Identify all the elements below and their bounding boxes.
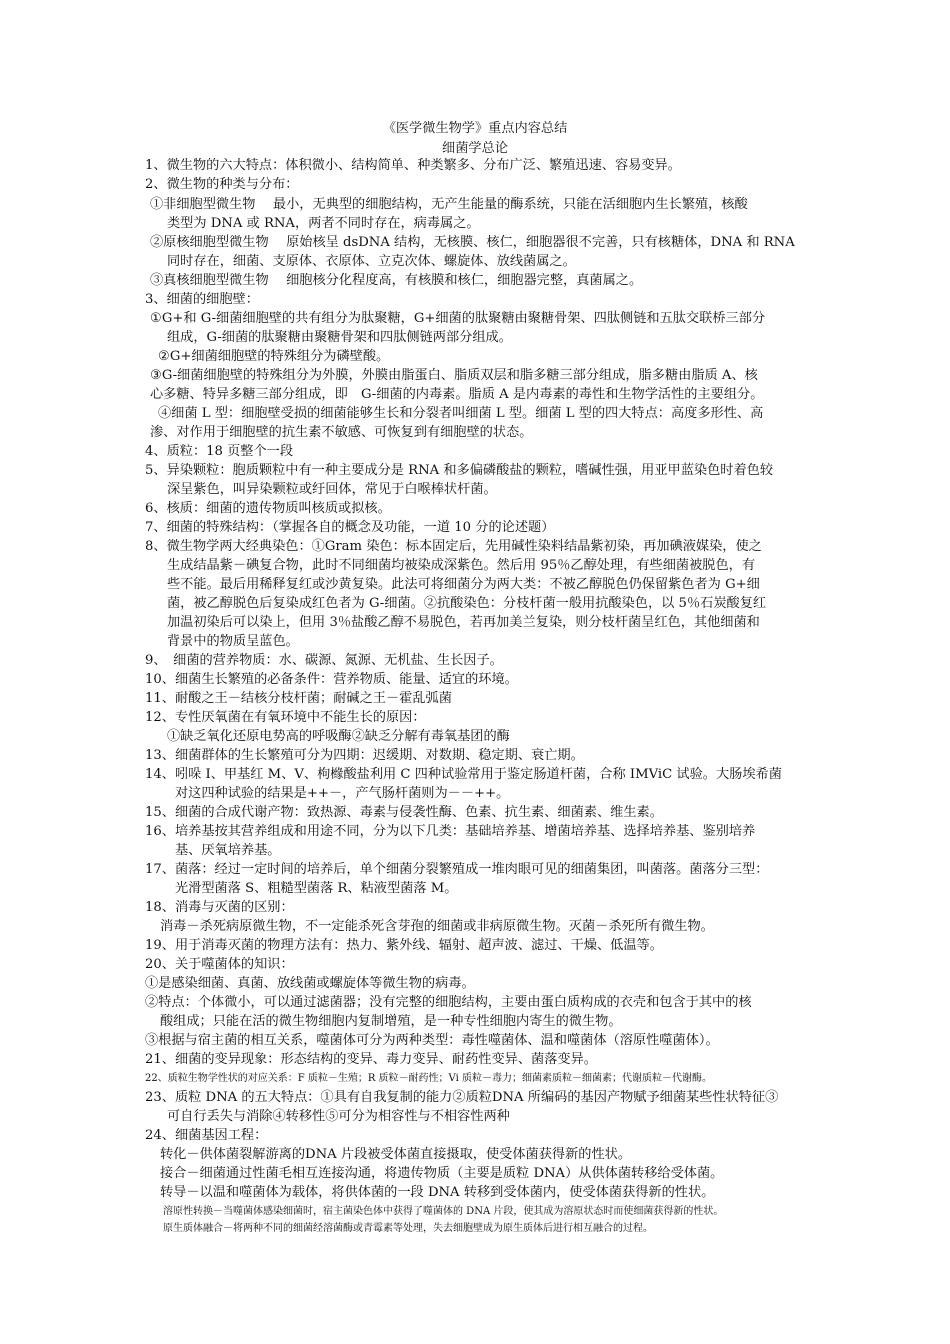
text-line: 酸组成；只能在活的微生物细胞内复制增殖，是一种专性细胞内寄生的微生物。 xyxy=(160,1014,622,1029)
text-line: ③G-细菌细胞壁的特殊组分为外膜，外膜由脂蛋白、脂质双层和脂多糖三部分组成，脂多糖由脂质 A、核 xyxy=(150,368,758,383)
text-line: 接合－细菌通过性菌毛相互连接沟通，将遗传物质（主要是质粒 DNA）从供体菌转移给受体菌。 xyxy=(160,1166,724,1181)
text-line: 20、关于噬菌体的知识： xyxy=(145,957,294,972)
text-line: 消毒－杀死病原微生物，不一定能杀死含芽孢的细菌或非病原微生物。灭菌－杀死所有微生物。 xyxy=(160,919,714,934)
text-line: 18、消毒与灭菌的区别： xyxy=(145,900,294,915)
text-line: 11、耐酸之王－结核分枝杆菌；耐碱之王－霍乱弧菌 xyxy=(145,691,452,706)
section-heading: 细菌学总论 xyxy=(442,141,508,156)
text-line: 9、 细菌的营养物质：水、碳源、氮源、无机盐、生长因子。 xyxy=(145,653,503,668)
text-line: 同时存在，细菌、支原体、衣原体、立克次体、螺旋体、放线菌属之。 xyxy=(167,254,576,269)
text-line: ②原核细胞型微生物 原始核呈 dsDNA 结构，无核膜、核仁，细胞器很不完善，只有核糖体，DNA 和 RNA xyxy=(150,235,795,250)
text-line: 23、质粒 DNA 的五大特点：①具有自我复制的能力②质粒DNA 所编码的基因产物赋予细菌某些性状特征③ xyxy=(145,1090,779,1105)
text-line: 转化－供体菌裂解游离的DNA 片段被受体菌直接摄取，使受体菌获得新的性状。 xyxy=(160,1147,632,1162)
text-line: 加温初染后可以染上，但用 3％盐酸乙醇不易脱色，若再加美兰复染，则分枝杆菌呈红色，其他细菌和 xyxy=(167,615,760,630)
text-line: 22、质粒生物学性状的对应关系：F 质粒－生殖；R 质粒－耐药性；Vi 质粒－毒力；细菌素质粒－细菌素；代谢质粒－代谢酶。 xyxy=(145,1073,712,1084)
text-line: 12、专性厌氧菌在有氧环境中不能生长的原因： xyxy=(145,710,426,725)
text-line: 些不能。最后用稀释复红或沙黄复染。此法可将细菌分为两大类：不被乙醇脱色仍保留紫色者为 G+细 xyxy=(167,577,760,592)
text-line: 5、异染颗粒：胞质颗粒中有一种主要成分是 RNA 和多偏磷酸盐的颗粒，嗜碱性强，用亚甲蓝染色时着色较 xyxy=(145,463,774,478)
text-line: 类型为 DNA 或 RNA，两者不同时存在，病毒属之。 xyxy=(167,216,480,231)
text-line: ④细菌 L 型：细胞壁受损的细菌能够生长和分裂者叫细菌 L 型。细菌 L 型的四大特点：高度多形性、高 xyxy=(158,406,764,421)
document-title: 《医学微生物学》重点内容总结 xyxy=(382,121,568,136)
text-line: 13、细菌群体的生长繁殖可分为四期：迟缓期、对数期、稳定期、衰亡期。 xyxy=(145,748,584,763)
text-line: 16、培养基按其营养组成和用途不同，分为以下几类：基础培养基、增菌培养基、选择培养基、鉴别培养 xyxy=(145,824,756,839)
text-line: 14、吲哚 I、甲基红 M、V、枸橼酸盐利用 C 四种试验常用于鉴定肠道杆菌，合称 IMViC 试验。大肠埃希菌 xyxy=(145,767,782,782)
text-line: 6、核质：细菌的遗传物质叫核质或拟核。 xyxy=(145,501,391,516)
text-line: 15、细菌的合成代谢产物：致热源、毒素与侵袭性酶、色素、抗生素、细菌素、维生素。 xyxy=(145,805,663,820)
text-line: ②特点：个体微小，可以通过滤菌器；没有完整的细胞结构，主要由蛋白质构成的衣壳和包含于其中的核 xyxy=(145,995,752,1010)
text-line: 原生质体融合－将两种不同的细菌经溶菌酶或青霉素等处理，失去细胞壁成为原生质体后进行相互融合的过程。 xyxy=(163,1223,653,1234)
text-line: 2、微生物的种类与分布： xyxy=(145,177,299,192)
text-line: 3、细菌的细胞壁： xyxy=(145,292,259,307)
text-line: 对这四种试验的结果是++－，产气肠杆菌则为－－++。 xyxy=(175,786,510,801)
text-line: 19、用于消毒灭菌的物理方法有：热力、紫外线、辐射、超声波、滤过、干燥、低温等。 xyxy=(145,938,663,953)
text-line: 8、微生物学两大经典染色：①Gram 染色：标本固定后，先用碱性染料结晶紫初染，再加碘液媒染，使之 xyxy=(145,539,762,554)
text-line: ①非细胞型微生物 最小，无典型的细胞结构，无产生能量的酶系统，只能在活细胞内生长繁殖，核酸 xyxy=(150,197,748,212)
text-line: 转导－以温和噬菌体为载体，将供体菌的一段 DNA 转移到受体菌内，使受体菌获得新的性状。 xyxy=(160,1185,715,1200)
text-line: ③真核细胞型微生物 细胞核分化程度高，有核膜和核仁，细胞器完整，真菌属之。 xyxy=(150,273,643,288)
text-line: 1、微生物的六大特点：体积微小、结构简单、种类繁多、分布广泛、繁殖迅速、容易变异。 xyxy=(145,158,681,173)
text-line: ②G+细菌细胞壁的特殊组分为磷壁酸。 xyxy=(158,349,390,364)
text-line: ①是感染细菌、真菌、放线菌或螺旋体等微生物的病毒。 xyxy=(145,976,475,991)
text-line: 渗、对作用于细胞壁的抗生素不敏感、可恢复到有细胞壁的状态。 xyxy=(150,425,533,440)
text-line: ①缺乏氧化还原电势高的呼吸酶②缺乏分解有毒氧基团的酶 xyxy=(167,729,510,744)
text-line: 生成结晶紫－碘复合物，此时不同细菌均被染成深紫色。然后用 95％乙醇处理，有些细菌被脱色，有 xyxy=(167,558,756,573)
text-line: 溶原性转换－当噬菌体感染细菌时，宿主菌染色体中获得了噬菌体的 DNA 片段，使其成为溶原状态时而使细菌获得新的性状。 xyxy=(163,1206,724,1217)
text-line: 24、细菌基因工程： xyxy=(145,1128,268,1143)
text-line: 菌，被乙醇脱色后复染成红色者为 G-细菌。②抗酸染色：分枝杆菌一般用抗酸染色，以 5％石炭酸复红 xyxy=(167,596,767,611)
text-line: ③根据与宿主菌的相互关系，噬菌体可分为两种类型：毒性噬菌体、温和噬菌体（溶原性噬菌体）。 xyxy=(145,1033,719,1048)
text-line: 21、细菌的变异现象：形态结构的变异、毒力变异、耐药性变异、菌落变异。 xyxy=(145,1052,597,1067)
text-line: 7、细菌的特殊结构：（掌握各自的概念及功能，一道 10 分的论述题） xyxy=(145,520,555,535)
text-line: ①G+和 G-细菌细胞壁的共有组分为肽聚糖，G+细菌的肽聚糖由聚糖骨架、四肽侧链和五肽交联桥三部分 xyxy=(150,311,766,326)
text-line: 深呈紫色，叫异染颗粒或纡回体，常见于白喉棒状杆菌。 xyxy=(167,482,497,497)
text-line: 基、厌氧培养基。 xyxy=(175,843,281,858)
text-line: 心多糖、特异多糖三部分组成，即 G-细菌的内毒素。脂质 A 是内毒素的毒性和生物学活性的主要组分。 xyxy=(150,387,764,402)
text-line: 组成，G-细菌的肽聚糖由聚糖骨架和四肽侧链两部分组成。 xyxy=(167,330,512,345)
text-line: 可自行丢失与消除④转移性⑤可分为相容性与不相容性两种 xyxy=(167,1109,510,1124)
text-line: 光滑型菌落 S、粗糙型菌落 R、粘液型菌落 M。 xyxy=(175,881,458,896)
text-line: 4、质粒：18 页整个一段 xyxy=(145,444,294,459)
text-line: 10、细菌生长繁殖的必备条件：营养物质、能量、适宜的环境。 xyxy=(145,672,518,687)
text-line: 背景中的物质呈蓝色。 xyxy=(167,634,299,649)
text-line: 17、菌落：经过一定时间的培养后，单个细菌分裂繁殖成一堆肉眼可见的细菌集团，叫菌落。菌落分三型： xyxy=(145,862,769,877)
